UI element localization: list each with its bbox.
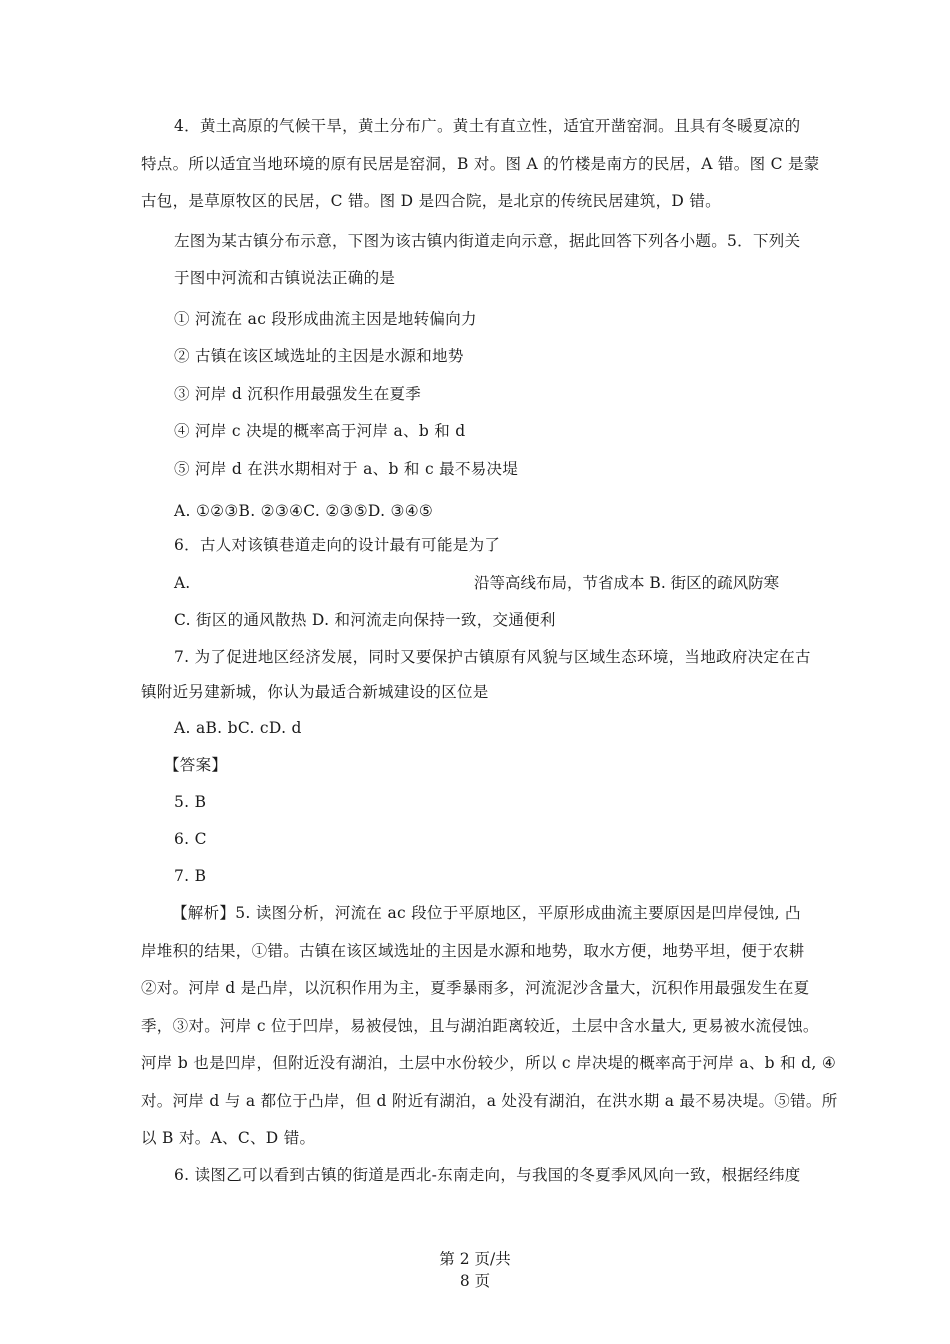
- q6-option-a-label: A.: [174, 574, 191, 592]
- answer-item: 5. B: [174, 793, 207, 811]
- q5-statement: ① 河流在 ac 段形成曲流主因是地转偏向力: [174, 310, 477, 328]
- q7-stem-line: 7. 为了促进地区经济发展，同时又要保护古镇原有风貌与区域生态环境，当地政府决定在古: [174, 648, 811, 666]
- q4-explanation-line: 特点。所以适宜当地环境的原有民居是窑洞，B 对。图 A 的竹楼是南方的民居，A 错。图 C 是蒙: [141, 155, 820, 173]
- q7-options: A. aB. bC. cD. d: [174, 719, 302, 737]
- q6-option-a-text: 沿等高线布局，节省成本 B. 街区的疏风防寒: [474, 574, 780, 592]
- intro-line: 于图中河流和古镇说法正确的是: [174, 269, 396, 287]
- analysis-line: 以 B 对。A、C、D 错。: [141, 1129, 316, 1147]
- q4-explanation-line: 4．黄土高原的气候干旱，黄土分布广。黄土有直立性，适宜开凿窑洞。且具有冬暖夏凉的: [174, 117, 801, 135]
- q6-options-cd: C. 街区的通风散热 D. 和河流走向保持一致，交通便利: [174, 611, 556, 629]
- analysis-line: 6. 读图乙可以看到古镇的街道是西北-东南走向，与我国的冬夏季风风向一致，根据经纬度: [174, 1166, 801, 1184]
- page-total: 8 页: [459, 1272, 491, 1290]
- analysis-line: 对。河岸 d 与 a 都位于凸岸，但 d 附近有湖泊，a 处没有湖泊，在洪水期 a 最不易决堤。⑤错。所: [141, 1092, 838, 1110]
- analysis-line: 岸堆积的结果，①错。古镇在该区域选址的主因是水源和地势，取水方便，地势平坦，便于农耕: [141, 942, 805, 960]
- q5-options: A. ①②③B. ②③④C. ②③⑤D. ③④⑤: [174, 502, 434, 520]
- answer-heading: 【答案】: [164, 756, 228, 774]
- page-number: 第 2 页/共: [439, 1250, 511, 1268]
- q5-statement: ② 古镇在该区域选址的主因是水源和地势: [174, 347, 464, 365]
- q4-explanation-line: 古包，是草原牧区的民居，C 错。图 D 是四合院，是北京的传统民居建筑，D 错。: [141, 192, 721, 210]
- analysis-line: 河岸 b 也是凹岸，但附近没有湖泊，土层中水份较少，所以 c 岸决堤的概率高于河岸 a、b 和 d, ④: [141, 1054, 837, 1072]
- analysis-line: ②对。河岸 d 是凸岸，以沉积作用为主，夏季暴雨多，河流泥沙含量大，沉积作用最强发生在夏: [141, 979, 810, 997]
- answer-item: 6. C: [174, 830, 207, 848]
- q6-stem: 6．古人对该镇巷道走向的设计最有可能是为了: [174, 536, 501, 554]
- q7-stem-line: 镇附近另建新城，你认为最适合新城建设的区位是: [141, 683, 489, 701]
- q5-statement: ④ 河岸 c 决堤的概率高于河岸 a、b 和 d: [174, 422, 466, 440]
- answer-item: 7. B: [174, 867, 207, 885]
- analysis-line: 季，③对。河岸 c 位于凹岸，易被侵蚀，且与湖泊距离较近，土层中含水量大, 更易被水流侵蚀。: [141, 1017, 819, 1035]
- q5-statement: ⑤ 河岸 d 在洪水期相对于 a、b 和 c 最不易决堤: [174, 460, 519, 478]
- q5-statement: ③ 河岸 d 沉积作用最强发生在夏季: [174, 385, 422, 403]
- analysis-line: 【解析】5. 读图分析，河流在 ac 段位于平原地区，平原形成曲流主要原因是凹岸侵蚀, 凸: [172, 904, 801, 922]
- intro-line: 左图为某古镇分布示意，下图为该古镇内街道走向示意，据此回答下列各小题。5．下列关: [174, 232, 801, 250]
